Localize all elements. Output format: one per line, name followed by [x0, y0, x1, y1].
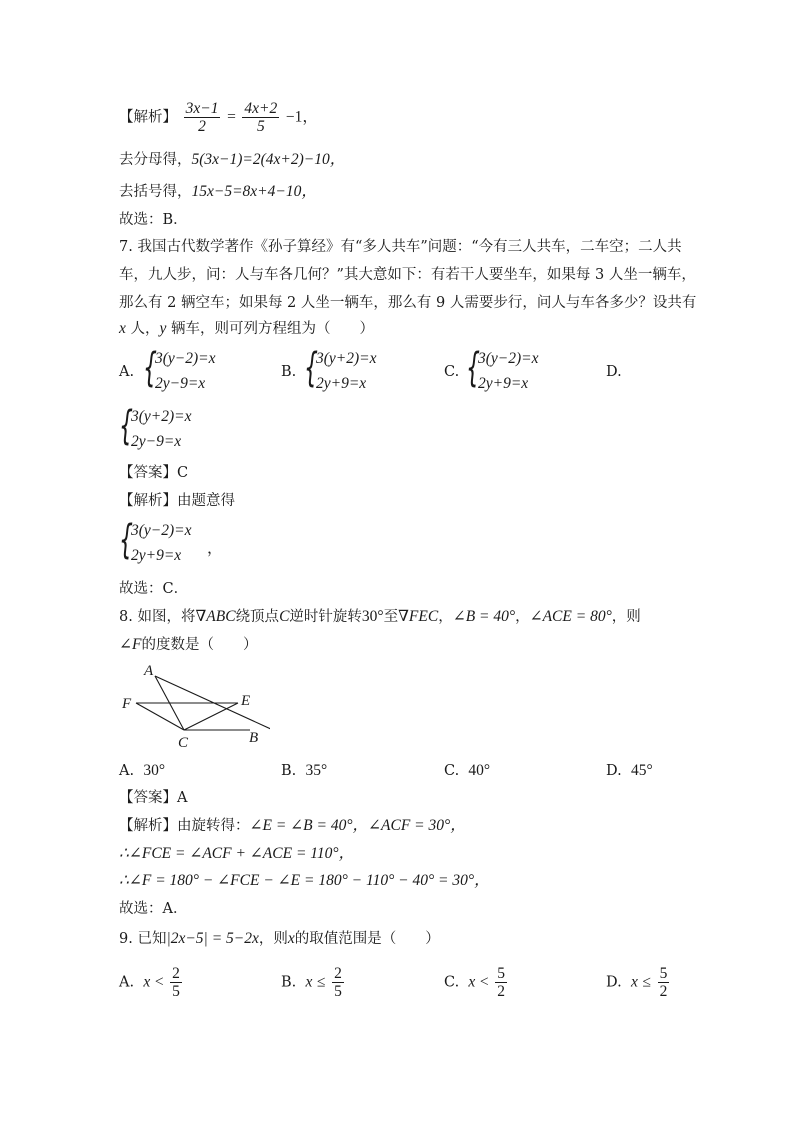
q7-option-c-letter: C. — [444, 364, 460, 380]
q8-stem-line2: ∠F的度数是（ ） — [119, 636, 258, 653]
q8-step2: ∴∠FCE = ∠ACF + ∠ACE = 110°， — [119, 845, 355, 862]
label-c: C — [178, 735, 189, 751]
q7-stem-line4: x 人，y 辆车，则可列方程组为（ ） — [119, 320, 374, 337]
q7-answer: 【答案】C — [119, 465, 189, 481]
q8-stem-line1: 8. 如图，将∇ABC绕顶点C逆时针旋转30°至∇FEC，∠B = 40°，∠ACE = 80°，则 — [119, 608, 641, 625]
q8-conclusion: 故选：A． — [119, 901, 188, 917]
label-f: F — [122, 696, 132, 712]
q7-analysis: 【解析】由题意得 — [119, 493, 235, 509]
q8-analysis: 【解析】由旋转得：∠E = ∠B = 40°，∠ACF = 30°， — [119, 817, 466, 834]
q7-option-b-letter: B. — [281, 364, 297, 380]
q6-step-brackets: 去括号得，15x−5=8x+4−10， — [119, 183, 317, 200]
q7-stem-line2: 车，九人步，问：人与车各几何？”其大意如下：有若干人要坐车，如果每 3 人坐一辆车， — [119, 267, 696, 283]
q9-option-c: C. x < $\frac{5}{2}$ — [444, 965, 506, 1000]
q8-option-b: B. 35° — [281, 762, 328, 779]
q6-conclusion: 故选：B． — [119, 212, 188, 228]
q8-answer: 【答案】A — [119, 790, 188, 806]
q9-option-a: A. x < $\frac{2}{5}$ — [119, 965, 180, 1000]
q7-option-a-letter: A. — [119, 364, 135, 380]
label-b: B — [249, 730, 259, 746]
q8-step3: ∴∠F = 180° − ∠FCE − ∠E = 180° − 110° − 40° = 30°， — [119, 872, 490, 889]
q7-stem-line1: 7. 我国古代数学著作《孙子算经》有“多人共车”问题：“今有三人共车，二车空；二人共 — [119, 239, 682, 255]
q9-option-d: D. x ≤ $\frac{5}{2}$ — [606, 965, 668, 1000]
q9-stem: 9. 已知|2x−5| = 5−2x，则x的取值范围是（ ） — [119, 930, 440, 947]
fraction: $\frac{4x+2}{5}$ — [244, 100, 278, 135]
q8-option-d: D. 45° — [606, 762, 653, 779]
q6-analysis-line: 【解析】 $\frac{3x-1}{2}$ = $\frac{4x+2}{5}$ −1， — [119, 100, 318, 135]
q8-triangle-figure — [110, 660, 270, 752]
q7-conclusion: 故选：C． — [119, 581, 189, 597]
q8-option-a: A. 30° — [119, 762, 166, 779]
fraction: $\frac{2}{5}$ — [172, 965, 180, 1000]
fraction: $\frac{2}{5}$ — [334, 965, 342, 1000]
analysis-label: 【解析】 — [119, 109, 177, 126]
q7-option-d-letter: D. — [606, 364, 622, 380]
q7-stem-line3: 那么有 2 辆空车；如果每 2 人坐一辆车，那么有 9 人需要步行，问人与车各多少？设共有 — [119, 295, 697, 311]
q8-option-c: C. 40° — [444, 762, 491, 779]
label-e: E — [241, 693, 251, 709]
label-a: A — [144, 663, 154, 679]
fraction: $\frac{5}{2}$ — [497, 965, 506, 1000]
q9-option-b: B. x ≤ $\frac{2}{5}$ — [281, 965, 342, 1000]
segment-ce — [184, 703, 238, 730]
fraction: $\frac{5}{2}$ — [659, 965, 668, 1000]
q6-step-denominator: 去分母得，5(3x−1)=2(4x+2)−10， — [119, 151, 346, 168]
fraction: $\frac{3x-1}{2}$ — [185, 100, 219, 135]
